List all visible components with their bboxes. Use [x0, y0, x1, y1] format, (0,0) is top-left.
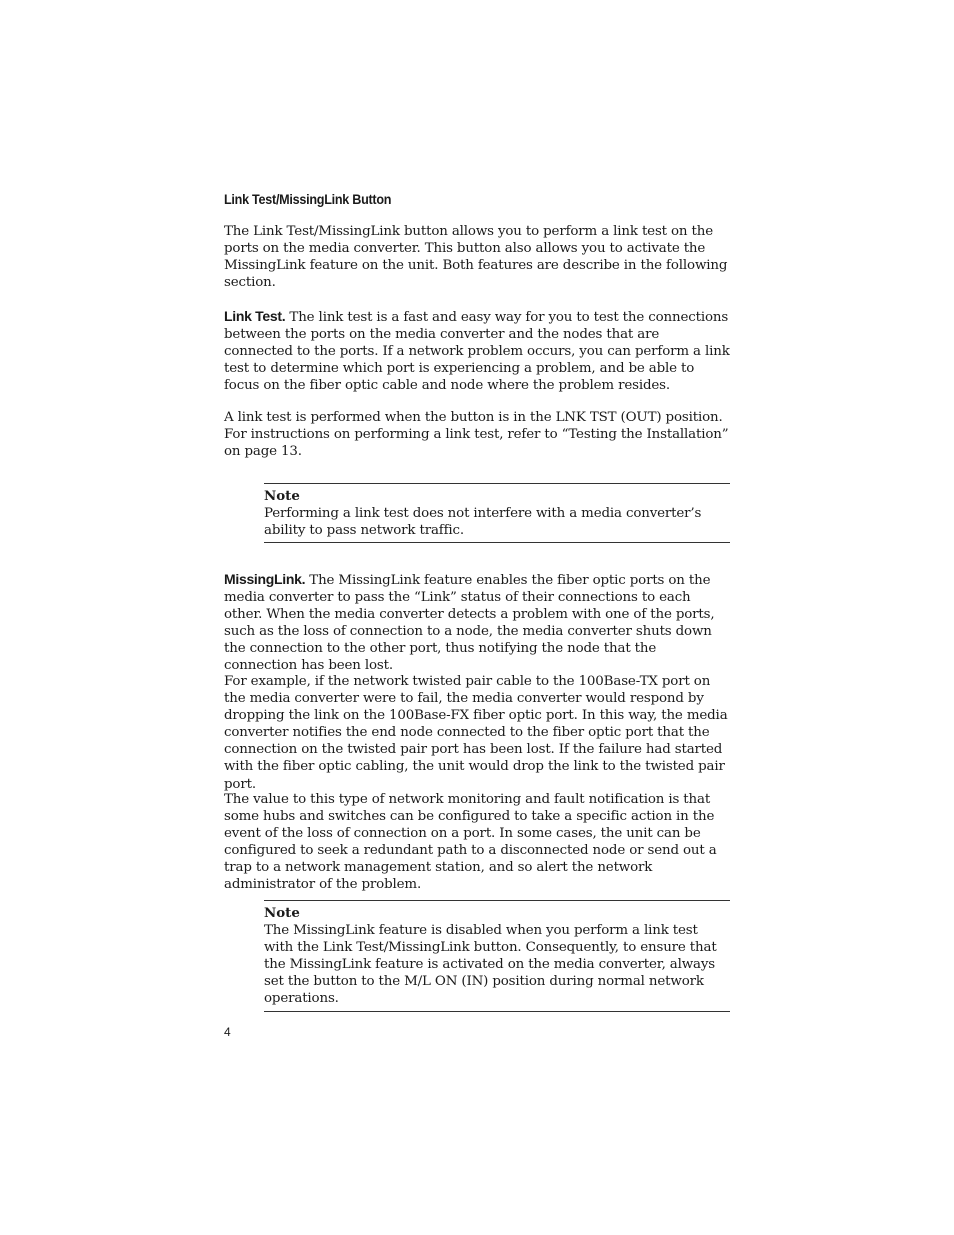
note-body: The MissingLink feature is disabled when you perform a link test with the Link Test/MissingLink button. Consequently, to ensure that the MissingLink feature is activated on the media converter, always set the button to the M/L ON (IN) position during normal network operations.	[264, 923, 717, 1007]
note-title: Note	[264, 488, 300, 504]
intro-paragraph: The Link Test/MissingLink button allows you to perform a link test on the ports on the media converter. This button also allows you to activate the MissingLink feature on the unit. Both features are describe in the following section.	[224, 224, 728, 291]
link-test-position-paragraph: A link test is performed when the button is in the LNK TST (OUT) position. For instructions on performing a link test, refer to “Testing the Installation” on page 13.	[224, 410, 729, 460]
example-paragraph: For example, if the network twisted pair cable to the 100Base-TX port on the media converter were to fail, the media converter would respond by dropping the link on the 100Base-FX fiber optic port. In this way, the media converter notifies the end node connected to the fiber optic port that the connection on the twisted pair port has been lost. If the failure had started with the fiber optic cabling, the unit would drop the link to the twisted pair port.	[224, 674, 728, 792]
note-body: Performing a link test does not interfere with a media converter’s ability to pass network traffic.	[264, 506, 702, 539]
missinglink-paragraph	[224, 571, 730, 675]
page-number: 4	[224, 1025, 231, 1039]
section-heading: Link Test/MissingLink Button	[224, 191, 392, 207]
note-box-missinglink	[264, 900, 730, 1012]
link-test-body: The link test is a fast and easy way for you to test the connections between the ports on the media converter and the nodes that are connected to the ports. If a network problem occurs, you can perform a link test to determine which port is experiencing a problem, and be able to focus on the fiber optic cable and node where the problem resides.	[224, 310, 730, 394]
note-box-link-test	[264, 483, 730, 543]
value-paragraph: The value to this type of network monitoring and fault notification is that some hubs and switches can be configured to take a specific action in the event of the loss of connection on a port. In some cases, the unit can be configured to seek a redundant path to a disconnected node or send out a trap to a network management station, and so alert the network administrator of the problem.	[224, 792, 717, 893]
missinglink-runin-heading: MissingLink.	[224, 571, 306, 587]
note-title: Note	[264, 905, 300, 921]
link-test-runin-heading: Link Test.	[224, 308, 286, 324]
link-test-paragraph	[224, 308, 730, 394]
missinglink-body: The MissingLink feature enables the fiber optic ports on the media converter to pass the “Link” status of their connections to each other. When the media converter detects a problem with one of the ports, such as the loss of connection to a node, the media converter shuts down the connection to the other port, thus notifying the node that the connection has been lost.	[224, 573, 715, 674]
